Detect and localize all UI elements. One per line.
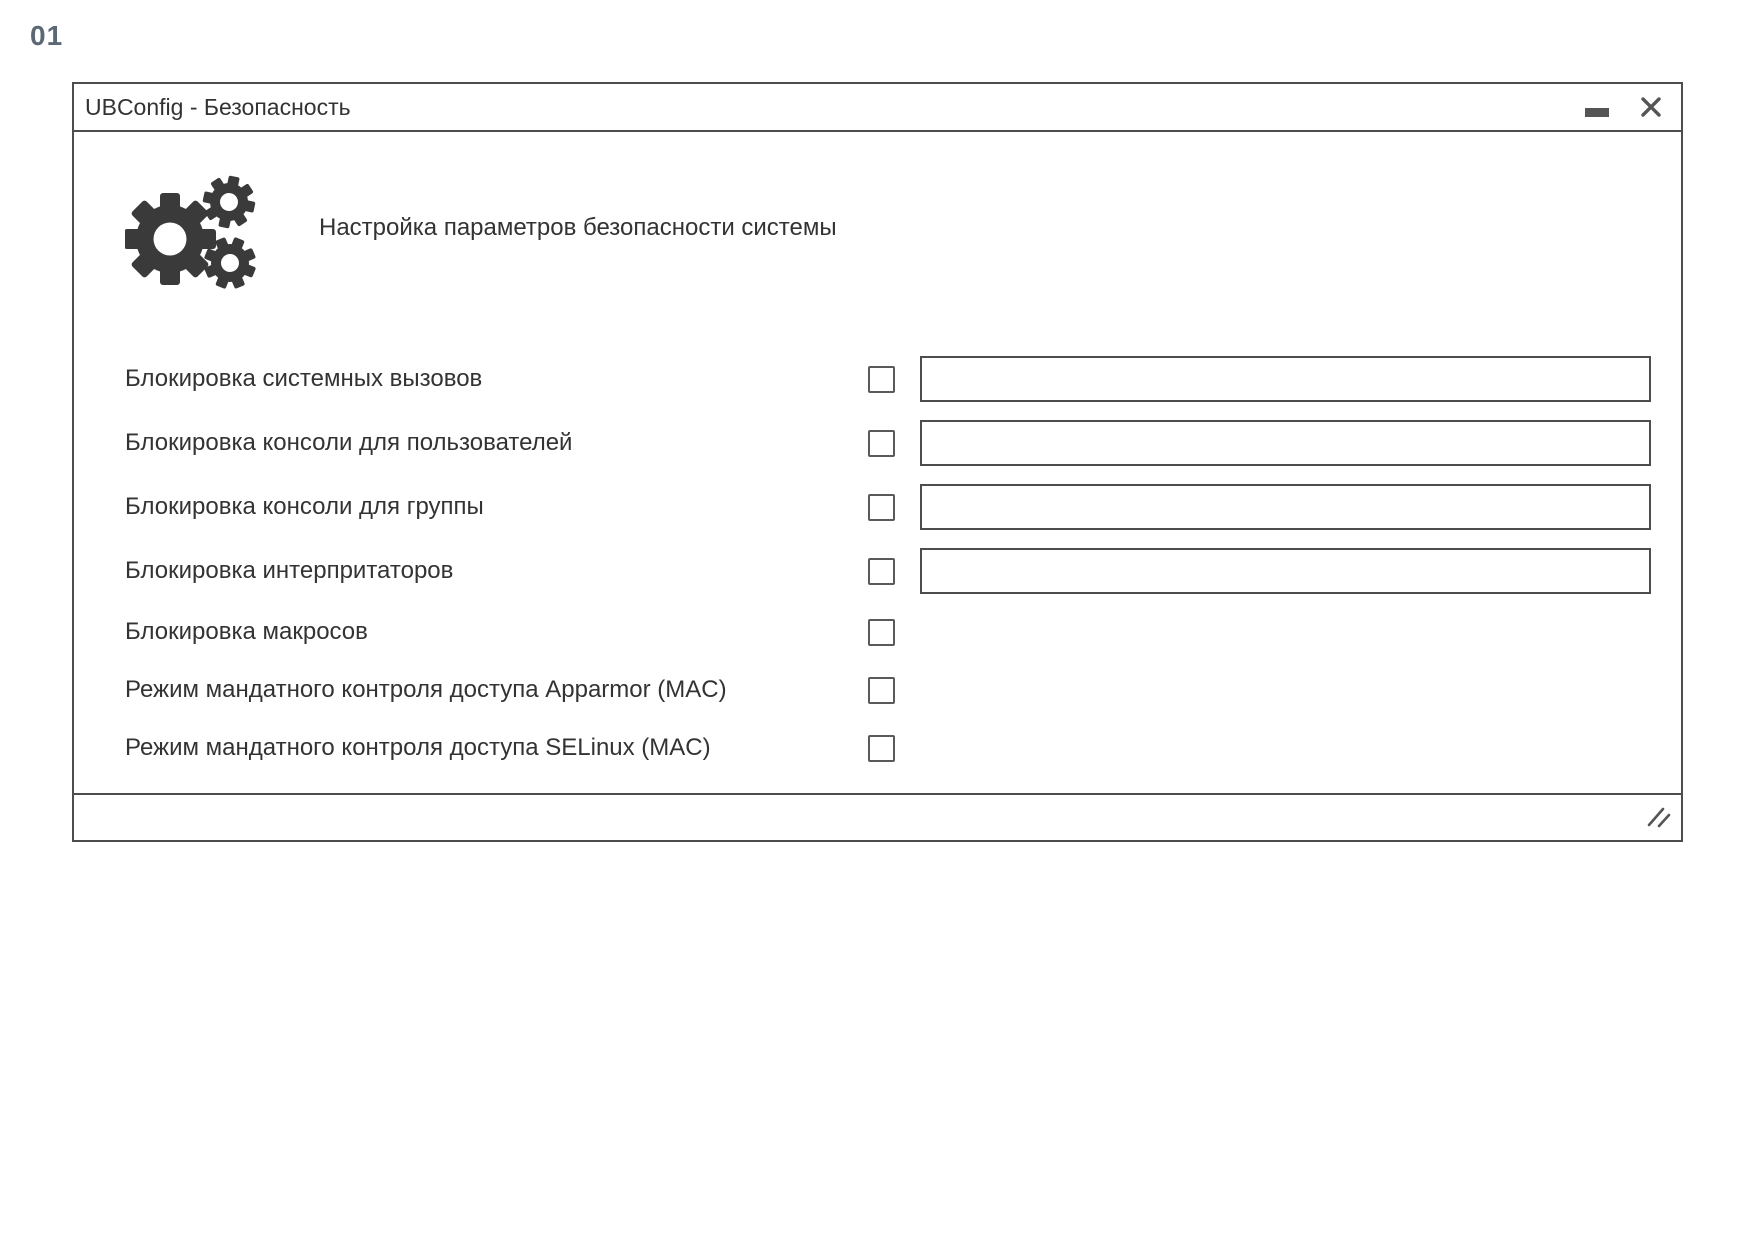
header-description: Настройка параметров безопасности системы	[319, 214, 837, 241]
row-label: Блокировка консоли для группы	[125, 493, 484, 520]
row-label: Блокировка интерпритаторов	[125, 557, 454, 584]
row-checkbox[interactable]	[868, 366, 895, 393]
row-checkbox[interactable]	[868, 735, 895, 762]
ubconfig-window	[72, 82, 1683, 842]
form-row	[125, 347, 1681, 411]
row-field-input[interactable]	[920, 484, 1651, 530]
row-label: Блокировка системных вызовов	[125, 365, 483, 392]
close-icon[interactable]	[1639, 95, 1663, 119]
window-title: UBConfig - Безопасность	[85, 93, 351, 120]
row-label: Режим мандатного контроля доступа Apparmor (MAC)	[125, 676, 727, 703]
minimize-icon[interactable]	[1585, 108, 1609, 117]
resize-grip-icon[interactable]	[1645, 806, 1673, 833]
row-checkbox[interactable]	[868, 619, 895, 646]
window-statusbar	[74, 793, 1681, 840]
row-label: Режим мандатного контроля доступа SELinux (MAC)	[125, 734, 711, 761]
row-label: Блокировка консоли для пользователей	[125, 429, 573, 456]
row-checkbox[interactable]	[868, 494, 895, 521]
row-checkbox[interactable]	[868, 558, 895, 585]
form-row	[125, 603, 1681, 661]
form-rows	[125, 347, 1681, 777]
row-checkbox[interactable]	[868, 430, 895, 457]
window-content	[74, 132, 1681, 793]
row-checkbox[interactable]	[868, 677, 895, 704]
window-controls	[1585, 95, 1663, 119]
row-field-input[interactable]	[920, 548, 1651, 594]
gears-icon	[125, 167, 259, 289]
form-row	[125, 411, 1681, 475]
form-row	[125, 475, 1681, 539]
slide-number: 01	[30, 20, 64, 51]
window-titlebar	[74, 84, 1681, 132]
form-row	[125, 661, 1681, 719]
header-row	[125, 168, 1681, 288]
form-row	[125, 719, 1681, 777]
row-field-input[interactable]	[920, 420, 1651, 466]
row-field-input[interactable]	[920, 356, 1651, 402]
row-label: Блокировка макросов	[125, 618, 368, 645]
form-row	[125, 539, 1681, 603]
